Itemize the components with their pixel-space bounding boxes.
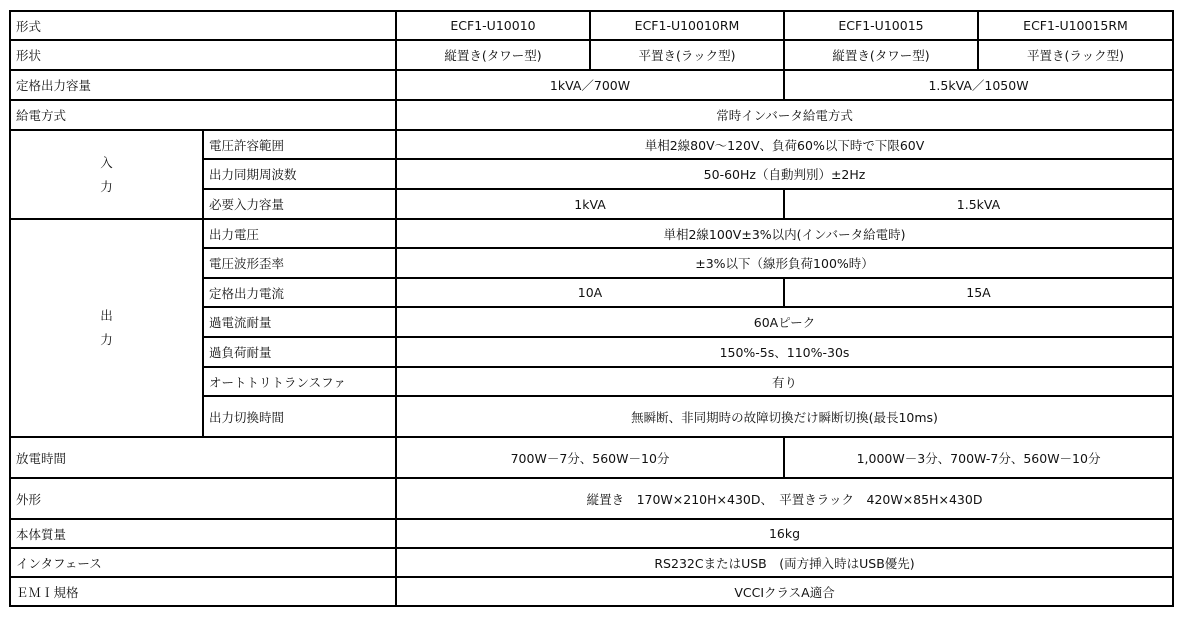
row-label-discharge-time: 放電時間	[10, 437, 396, 478]
model-cell: ECF1-U10010RM	[590, 11, 784, 40]
input-capacity-cell: 1kVA	[396, 189, 784, 219]
shape-cell: 平置き(ラック型)	[590, 40, 784, 70]
distortion-cell: ±3%以下（線形負荷100%時）	[396, 248, 1173, 278]
model-cell: ECF1-U10015	[784, 11, 978, 40]
rated-current-cell: 15A	[784, 278, 1173, 307]
row-shape	[10, 40, 1173, 70]
rated-capacity-cell: 1.5kVA／1050W	[784, 70, 1173, 100]
row-label-output-voltage: 出力電圧	[203, 219, 396, 248]
row-label-rated-capacity: 定格出力容量	[10, 70, 396, 100]
spec-table	[9, 10, 1174, 607]
emi-cell: VCCIクラスA適合	[396, 577, 1173, 606]
discharge-time-cell: 700W－7分、560W－10分	[396, 437, 784, 478]
overcurrent-cell: 60Aピーク	[396, 307, 1173, 337]
rated-current-cell: 10A	[396, 278, 784, 307]
row-label-power-method: 給電方式	[10, 100, 396, 130]
group-label-char: 力	[100, 332, 113, 347]
row-label-voltage-range: 電圧許容範囲	[203, 130, 396, 159]
row-label-emi: ＥＭＩ規格	[10, 577, 396, 606]
row-weight	[10, 519, 1173, 548]
row-interface	[10, 548, 1173, 577]
row-label-input-capacity: 必要入力容量	[203, 189, 396, 219]
row-label-switch-time: 出力切換時間	[203, 396, 396, 437]
group-label-output	[10, 219, 203, 437]
group-label-char: 出	[100, 308, 113, 323]
row-label-sync-frequency: 出力同期周波数	[203, 159, 396, 189]
model-cell: ECF1-U10015RM	[978, 11, 1173, 40]
shape-cell: 縦置き(タワー型)	[396, 40, 590, 70]
interface-cell: RS232CまたはUSB (両方挿入時はUSB優先)	[396, 548, 1173, 577]
row-label-model: 形式	[10, 11, 396, 40]
row-rated-capacity	[10, 70, 1173, 100]
row-label-auto-transformer: オートトリトランスファ	[203, 367, 396, 396]
row-input-voltage-range	[10, 130, 1173, 159]
row-label-overload: 過負荷耐量	[203, 337, 396, 367]
row-output-voltage	[10, 219, 1173, 248]
sync-frequency-cell: 50-60Hz（自動判別）±2Hz	[396, 159, 1173, 189]
row-label-overcurrent: 過電流耐量	[203, 307, 396, 337]
input-capacity-cell: 1.5kVA	[784, 189, 1173, 219]
voltage-range-cell: 単相2線80V～120V、負荷60%以下時で下限60V	[396, 130, 1173, 159]
row-discharge-time	[10, 437, 1173, 478]
row-power-method	[10, 100, 1173, 130]
row-model	[10, 11, 1173, 40]
row-label-shape: 形状	[10, 40, 396, 70]
discharge-time-cell: 1,000W－3分、700W-7分、560W－10分	[784, 437, 1173, 478]
switch-time-cell: 無瞬断、非同期時の故障切換だけ瞬断切換(最長10ms)	[396, 396, 1173, 437]
row-dimensions	[10, 478, 1173, 519]
dimensions-cell: 縦置き 170W×210H×430D、 平置きラック 420W×85H×430D	[396, 478, 1173, 519]
row-label-interface: インタフェース	[10, 548, 396, 577]
shape-cell: 平置き(ラック型)	[978, 40, 1173, 70]
row-label-rated-current: 定格出力電流	[203, 278, 396, 307]
rated-capacity-cell: 1kVA／700W	[396, 70, 784, 100]
power-method-cell: 常時インバータ給電方式	[396, 100, 1173, 130]
group-label-char: 力	[100, 178, 113, 194]
row-label-dimensions: 外形	[10, 478, 396, 519]
model-cell: ECF1-U10010	[396, 11, 590, 40]
auto-transformer-cell: 有り	[396, 367, 1173, 396]
row-emi	[10, 577, 1173, 606]
row-label-distortion: 電圧波形歪率	[203, 248, 396, 278]
group-label-char: 入	[100, 154, 113, 170]
row-label-weight: 本体質量	[10, 519, 396, 548]
weight-cell: 16kg	[396, 519, 1173, 548]
shape-cell: 縦置き(タワー型)	[784, 40, 978, 70]
group-label-input	[10, 130, 203, 219]
output-voltage-cell: 単相2線100V±3%以内(インバータ給電時)	[396, 219, 1173, 248]
overload-cell: 150%-5s、110%-30s	[396, 337, 1173, 367]
